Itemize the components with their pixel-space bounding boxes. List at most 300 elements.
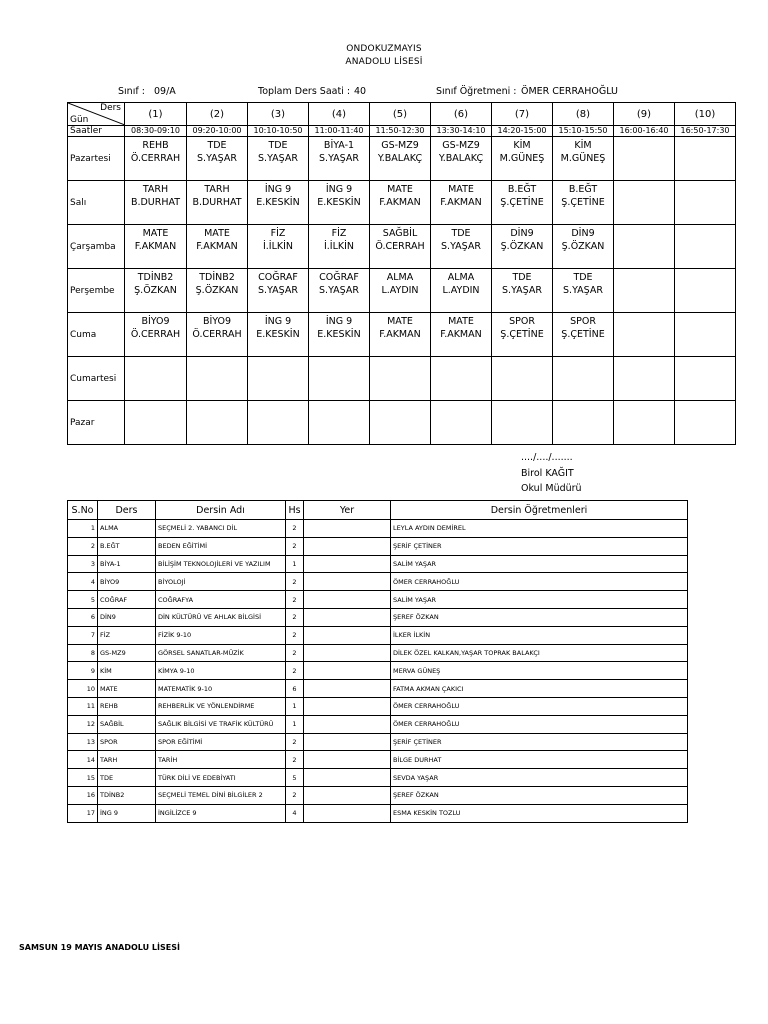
legend-row xyxy=(68,733,688,751)
lesson-code: DİN9 xyxy=(571,228,595,239)
lesson-cell xyxy=(187,181,248,225)
col-header-ders: Ders xyxy=(98,501,156,520)
legend-room xyxy=(304,537,391,555)
legend-hours: 2 xyxy=(286,644,304,662)
legend-course-name: DİN KÜLTÜRÜ VE AHLAK BİLGİSİ xyxy=(156,608,286,626)
lesson-code: ALMA xyxy=(386,272,414,283)
lesson-cell xyxy=(431,401,492,445)
lesson-cell xyxy=(614,225,675,269)
lesson-teacher: S.YAŞAR xyxy=(319,285,359,296)
period-time-cell: 11:50-12:30 xyxy=(370,126,431,137)
lesson-code: COĞRAF xyxy=(258,272,298,283)
lesson-cell xyxy=(431,181,492,225)
lesson-cell xyxy=(370,313,431,357)
lesson-teacher: F.AKMAN xyxy=(134,241,177,252)
lesson-cell xyxy=(309,225,370,269)
legend-course-name: BİLİŞİM TEKNOLOJİLERİ VE YAZILIM xyxy=(156,555,286,573)
lesson-cell xyxy=(248,357,309,401)
lesson-cell xyxy=(370,137,431,181)
lesson-teacher: F.AKMAN xyxy=(379,329,421,340)
lesson-code: İNG 9 xyxy=(264,184,292,195)
legend-sno: 5 xyxy=(68,591,98,609)
class-label: Sınıf : xyxy=(118,86,145,97)
legend-teachers: LEYLA AYDIN DEMİREL xyxy=(391,520,688,538)
legend-course-name: KİMYA 9-10 xyxy=(156,662,286,680)
total-hours-value: 40 xyxy=(354,86,367,97)
lesson-cell xyxy=(553,137,614,181)
lesson-cell xyxy=(431,225,492,269)
legend-row xyxy=(68,555,688,573)
legend-hours: 2 xyxy=(286,751,304,769)
lesson-cell xyxy=(614,401,675,445)
lesson-cell xyxy=(125,225,187,269)
legend-sno: 13 xyxy=(68,733,98,751)
legend-course-name: TÜRK DİLİ VE EDEBİYATI xyxy=(156,769,286,787)
legend-sno: 3 xyxy=(68,555,98,573)
day-row xyxy=(68,225,736,269)
legend-hours: 2 xyxy=(286,591,304,609)
lesson-code: İNG 9 xyxy=(325,316,353,327)
legend-row xyxy=(68,804,688,822)
legend-row xyxy=(68,697,688,715)
legend-hours: 1 xyxy=(286,697,304,715)
lesson-code: GS-MZ9 xyxy=(442,140,480,151)
lesson-teacher: S.YAŞAR xyxy=(258,153,298,164)
legend-course-name: COĞRAFYA xyxy=(156,591,286,609)
lesson-cell xyxy=(248,181,309,225)
lesson-cell xyxy=(309,269,370,313)
lesson-teacher: S.YAŞAR xyxy=(441,241,481,252)
lesson-teacher: F.AKMAN xyxy=(440,197,482,208)
course-legend-table xyxy=(67,500,688,823)
period-time-cell: 16:50-17:30 xyxy=(675,126,736,137)
legend-row xyxy=(68,751,688,769)
period-time-cell: 11:00-11:40 xyxy=(309,126,370,137)
total-hours-label: Toplam Ders Saati : xyxy=(258,86,351,97)
lesson-cell xyxy=(309,137,370,181)
lesson-cell xyxy=(553,225,614,269)
day-name-cell: Perşembe xyxy=(68,269,125,313)
lesson-cell xyxy=(370,401,431,445)
lesson-cell xyxy=(431,137,492,181)
saatler-label: Saatler xyxy=(68,126,125,137)
lesson-code: MATE xyxy=(387,316,413,327)
legend-teachers: SEVDA YAŞAR xyxy=(391,769,688,787)
lesson-code: İNG 9 xyxy=(325,184,353,195)
legend-course-name: REHBERLİK VE YÖNLENDİRME xyxy=(156,697,286,715)
legend-room xyxy=(304,662,391,680)
col-header-yer: Yer xyxy=(304,501,391,520)
lesson-teacher: Ö.CERRAH xyxy=(375,241,425,252)
legend-hours: 1 xyxy=(286,715,304,733)
legend-teachers: SALİM YAŞAR xyxy=(391,591,688,609)
lesson-cell xyxy=(675,181,736,225)
lesson-cell xyxy=(614,313,675,357)
lesson-teacher: E.KESKİN xyxy=(256,197,300,208)
legend-row xyxy=(68,608,688,626)
period-number-cell: (9) xyxy=(614,103,675,126)
day-row xyxy=(68,357,736,401)
lesson-teacher: Ö.CERRAH xyxy=(130,153,181,164)
lesson-code: MATE xyxy=(204,228,230,239)
lesson-teacher: M.GÜNEŞ xyxy=(499,153,545,164)
legend-teachers: ÖMER CERRAHOĞLU xyxy=(391,697,688,715)
legend-row xyxy=(68,644,688,662)
legend-row xyxy=(68,591,688,609)
legend-teachers: ŞEREF ÖZKAN xyxy=(391,608,688,626)
principal-name: Birol KAĞIT xyxy=(521,468,574,479)
legend-sno: 2 xyxy=(68,537,98,555)
legend-teachers: ÖMER CERRAHOĞLU xyxy=(391,715,688,733)
period-time-cell: 14:20-15:00 xyxy=(492,126,553,137)
legend-row xyxy=(68,715,688,733)
legend-room xyxy=(304,680,391,698)
legend-course-name: MATEMATİK 9-10 xyxy=(156,680,286,698)
lesson-teacher: İ.İLKİN xyxy=(262,241,294,252)
day-name-cell: Salı xyxy=(68,181,125,225)
lesson-code: SAĞBİL xyxy=(382,228,418,239)
legend-row xyxy=(68,662,688,680)
lesson-cell xyxy=(248,137,309,181)
legend-sno: 17 xyxy=(68,804,98,822)
lesson-code: B.EĞT xyxy=(507,184,537,195)
legend-teachers: DİLEK ÖZEL KALKAN,YAŞAR TOPRAK BALAKÇI xyxy=(391,644,688,662)
period-time-cell: 16:00-16:40 xyxy=(614,126,675,137)
lesson-teacher: E.KESKİN xyxy=(256,329,300,340)
school-name-line2: ANADOLU LİSESİ xyxy=(345,57,423,67)
lesson-cell xyxy=(309,313,370,357)
lesson-cell xyxy=(553,181,614,225)
legend-header-row xyxy=(68,501,688,520)
lesson-cell xyxy=(492,357,553,401)
lesson-cell xyxy=(553,269,614,313)
lesson-teacher: L.AYDIN xyxy=(381,285,419,296)
lesson-teacher: S.YAŞAR xyxy=(258,285,298,296)
legend-hours: 2 xyxy=(286,573,304,591)
lesson-code: TARH xyxy=(142,184,169,195)
period-number-cell: (10) xyxy=(675,103,736,126)
lesson-cell xyxy=(675,269,736,313)
legend-teachers: FATMA AKMAN ÇAKICI xyxy=(391,680,688,698)
lesson-teacher: Ş.ÇETİNE xyxy=(500,329,544,340)
lesson-code: MATE xyxy=(142,228,169,239)
legend-row xyxy=(68,786,688,804)
legend-code: MATE xyxy=(98,680,156,698)
lesson-cell xyxy=(675,357,736,401)
legend-course-name: SEÇMELİ TEMEL DİNİ BİLGİLER 2 xyxy=(156,786,286,804)
period-time-cell: 08:30-09:10 xyxy=(125,126,187,137)
legend-row xyxy=(68,626,688,644)
col-header-hs: Hs xyxy=(286,501,304,520)
legend-code: SPOR xyxy=(98,733,156,751)
legend-course-name: GÖRSEL SANATLAR-MÜZİK xyxy=(156,644,286,662)
lesson-cell xyxy=(187,137,248,181)
weekly-schedule-table xyxy=(67,102,736,445)
col-header-sno: S.No xyxy=(68,501,98,520)
legend-code: FİZ xyxy=(98,626,156,644)
lesson-cell xyxy=(187,225,248,269)
lesson-code: FİZ xyxy=(331,228,347,239)
legend-row xyxy=(68,573,688,591)
lesson-cell xyxy=(675,313,736,357)
lesson-code: MATE xyxy=(448,316,474,327)
legend-teachers: ÖMER CERRAHOĞLU xyxy=(391,573,688,591)
day-row xyxy=(68,269,736,313)
legend-sno: 11 xyxy=(68,697,98,715)
lesson-code: TDE xyxy=(451,228,471,239)
col-header-teachers: Dersin Öğretmenleri xyxy=(391,501,688,520)
lesson-teacher: Y.BALAKÇ xyxy=(438,153,484,164)
legend-hours: 4 xyxy=(286,804,304,822)
legend-code: TDİNB2 xyxy=(98,786,156,804)
lesson-cell xyxy=(125,137,187,181)
legend-code: ALMA xyxy=(98,520,156,538)
legend-sno: 14 xyxy=(68,751,98,769)
period-number-cell: (1) xyxy=(125,103,187,126)
lesson-code: TDE xyxy=(207,140,227,151)
legend-course-name: İNGİLİZCE 9 xyxy=(156,804,286,822)
corner-ders-label: Ders xyxy=(100,103,121,113)
legend-room xyxy=(304,591,391,609)
lesson-code: MATE xyxy=(448,184,474,195)
lesson-teacher: Ş.ÖZKAN xyxy=(500,241,544,252)
period-number-cell: (2) xyxy=(187,103,248,126)
legend-sno: 12 xyxy=(68,715,98,733)
period-number-cell: (8) xyxy=(553,103,614,126)
legend-teachers: SALİM YAŞAR xyxy=(391,555,688,573)
lesson-teacher: Ş.ÇETİNE xyxy=(500,197,544,208)
legend-hours: 1 xyxy=(286,555,304,573)
lesson-teacher: E.KESKİN xyxy=(317,197,361,208)
lesson-code: TDİNB2 xyxy=(137,272,174,283)
lesson-cell xyxy=(370,225,431,269)
day-name-cell: Pazartesi xyxy=(68,137,125,181)
lesson-cell xyxy=(248,269,309,313)
period-times-row xyxy=(68,126,736,137)
legend-room xyxy=(304,644,391,662)
lesson-cell xyxy=(614,181,675,225)
legend-course-name: SPOR EĞİTİMİ xyxy=(156,733,286,751)
period-number-row xyxy=(68,103,736,126)
legend-code: İNG 9 xyxy=(98,804,156,822)
lesson-code: İNG 9 xyxy=(264,316,292,327)
lesson-teacher: F.AKMAN xyxy=(196,241,238,252)
legend-room xyxy=(304,573,391,591)
lesson-cell xyxy=(431,269,492,313)
legend-room xyxy=(304,555,391,573)
legend-sno: 15 xyxy=(68,769,98,787)
period-number-cell: (3) xyxy=(248,103,309,126)
lesson-code: REHB xyxy=(142,140,169,151)
footer-school-name: SAMSUN 19 MAYIS ANADOLU LİSESİ xyxy=(19,943,180,952)
legend-room xyxy=(304,769,391,787)
day-row xyxy=(68,181,736,225)
legend-room xyxy=(304,786,391,804)
lesson-cell xyxy=(125,401,187,445)
legend-teachers: ŞEREF ÖZKAN xyxy=(391,786,688,804)
legend-course-name: SAĞLIK BİLGİSİ VE TRAFİK KÜLTÜRÜ xyxy=(156,715,286,733)
lesson-cell xyxy=(248,225,309,269)
lesson-cell xyxy=(553,313,614,357)
period-time-cell: 15:10-15:50 xyxy=(553,126,614,137)
lesson-cell xyxy=(309,401,370,445)
principal-title: Okul Müdürü xyxy=(521,483,582,494)
lesson-cell xyxy=(492,313,553,357)
legend-hours: 2 xyxy=(286,786,304,804)
legend-row xyxy=(68,769,688,787)
lesson-cell xyxy=(492,225,553,269)
lesson-code: DİN9 xyxy=(510,228,534,239)
lesson-cell xyxy=(187,401,248,445)
lesson-teacher: M.GÜNEŞ xyxy=(560,153,606,164)
lesson-code: GS-MZ9 xyxy=(381,140,419,151)
lesson-code: TDE xyxy=(268,140,288,151)
legend-sno: 7 xyxy=(68,626,98,644)
legend-course-name: BEDEN EĞİTİMİ xyxy=(156,537,286,555)
legend-code: TARH xyxy=(98,751,156,769)
lesson-code: COĞRAF xyxy=(319,272,359,283)
legend-hours: 2 xyxy=(286,626,304,644)
day-name-cell: Pazar xyxy=(68,401,125,445)
lesson-teacher: E.KESKİN xyxy=(317,329,361,340)
lesson-teacher: Ş.ÖZKAN xyxy=(195,285,239,296)
day-row xyxy=(68,313,736,357)
legend-sno: 6 xyxy=(68,608,98,626)
lesson-teacher: B.DURHAT xyxy=(192,197,242,208)
legend-course-name: FİZİK 9-10 xyxy=(156,626,286,644)
legend-code: B.EĞT xyxy=(98,537,156,555)
lesson-cell xyxy=(187,269,248,313)
legend-room xyxy=(304,520,391,538)
lesson-teacher: S.YAŞAR xyxy=(563,285,603,296)
legend-code: BİYO9 xyxy=(98,573,156,591)
lesson-cell xyxy=(431,357,492,401)
lesson-code: TDE xyxy=(573,272,593,283)
legend-sno: 1 xyxy=(68,520,98,538)
legend-course-name: SEÇMELİ 2. YABANCI DİL xyxy=(156,520,286,538)
legend-code: DİN9 xyxy=(98,608,156,626)
lesson-cell xyxy=(370,357,431,401)
col-header-dersin-adi: Dersin Adı xyxy=(156,501,286,520)
lesson-code: BİYO9 xyxy=(141,316,170,327)
legend-row xyxy=(68,537,688,555)
corner-cell xyxy=(68,103,125,126)
lesson-cell xyxy=(492,269,553,313)
lesson-teacher: Ö.CERRAH xyxy=(192,329,242,340)
lesson-cell xyxy=(553,401,614,445)
period-time-cell: 10:10-10:50 xyxy=(248,126,309,137)
lesson-cell xyxy=(248,313,309,357)
period-number-cell: (4) xyxy=(309,103,370,126)
legend-teachers: ESMA KESKİN TOZLU xyxy=(391,804,688,822)
legend-row xyxy=(68,520,688,538)
legend-sno: 10 xyxy=(68,680,98,698)
legend-sno: 8 xyxy=(68,644,98,662)
legend-room xyxy=(304,804,391,822)
legend-room xyxy=(304,715,391,733)
lesson-cell xyxy=(492,181,553,225)
lesson-cell xyxy=(492,137,553,181)
lesson-cell xyxy=(431,313,492,357)
lesson-cell xyxy=(675,225,736,269)
lesson-cell xyxy=(125,269,187,313)
period-number-cell: (7) xyxy=(492,103,553,126)
legend-hours: 2 xyxy=(286,733,304,751)
lesson-teacher: S.YAŞAR xyxy=(502,285,542,296)
lesson-code: TARH xyxy=(204,184,230,195)
lesson-cell xyxy=(187,313,248,357)
lesson-cell xyxy=(125,357,187,401)
legend-room xyxy=(304,608,391,626)
legend-code: TDE xyxy=(98,769,156,787)
day-row xyxy=(68,137,736,181)
legend-sno: 16 xyxy=(68,786,98,804)
lesson-teacher: Ş.ÖZKAN xyxy=(134,285,177,296)
legend-sno: 9 xyxy=(68,662,98,680)
lesson-cell xyxy=(553,357,614,401)
lesson-code: FİZ xyxy=(270,228,286,239)
lesson-code: ALMA xyxy=(447,272,475,283)
lesson-teacher: İ.İLKİN xyxy=(323,241,355,252)
legend-teachers: ŞERİF ÇETİNER xyxy=(391,733,688,751)
lesson-code: KİM xyxy=(574,140,592,151)
lesson-code: TDE xyxy=(512,272,532,283)
class-teacher-label: Sınıf Öğretmeni : xyxy=(436,86,517,97)
class-teacher-value: ÖMER CERRAHOĞLU xyxy=(521,86,619,97)
legend-hours: 5 xyxy=(286,769,304,787)
lesson-code: KİM xyxy=(513,140,531,151)
legend-room xyxy=(304,751,391,769)
lesson-teacher: Ş.ÖZKAN xyxy=(561,241,605,252)
lesson-teacher: B.DURHAT xyxy=(130,197,181,208)
day-row xyxy=(68,401,736,445)
lesson-code: TDİNB2 xyxy=(199,272,235,283)
lesson-teacher: Ş.ÇETİNE xyxy=(561,197,605,208)
lesson-cell xyxy=(248,401,309,445)
legend-hours: 2 xyxy=(286,520,304,538)
legend-code: KİM xyxy=(98,662,156,680)
legend-code: SAĞBİL xyxy=(98,715,156,733)
lesson-teacher: Ş.ÇETİNE xyxy=(561,329,605,340)
day-name-cell: Çarşamba xyxy=(68,225,125,269)
legend-hours: 6 xyxy=(286,680,304,698)
lesson-cell xyxy=(614,137,675,181)
lesson-code: SPOR xyxy=(570,316,596,327)
legend-teachers: MERVA GÜNEŞ xyxy=(391,662,688,680)
legend-code: COĞRAF xyxy=(98,591,156,609)
lesson-cell xyxy=(370,181,431,225)
legend-room xyxy=(304,697,391,715)
day-name-cell: Cumartesi xyxy=(68,357,125,401)
lesson-cell xyxy=(125,313,187,357)
lesson-cell xyxy=(614,357,675,401)
corner-gun-label: Gün xyxy=(70,115,89,125)
school-name-line1: ONDOKUZMAYIS xyxy=(346,44,422,54)
lesson-cell xyxy=(492,401,553,445)
lesson-cell xyxy=(309,181,370,225)
lesson-code: MATE xyxy=(387,184,413,195)
legend-teachers: BİLGE DURHAT xyxy=(391,751,688,769)
lesson-cell xyxy=(675,401,736,445)
legend-hours: 2 xyxy=(286,662,304,680)
period-time-cell: 09:20-10:00 xyxy=(187,126,248,137)
legend-teachers: İLKER İLKİN xyxy=(391,626,688,644)
lesson-cell xyxy=(614,269,675,313)
day-name-cell: Cuma xyxy=(68,313,125,357)
legend-room xyxy=(304,626,391,644)
lesson-code: SPOR xyxy=(509,316,535,327)
lesson-code: BİYO9 xyxy=(202,316,232,327)
